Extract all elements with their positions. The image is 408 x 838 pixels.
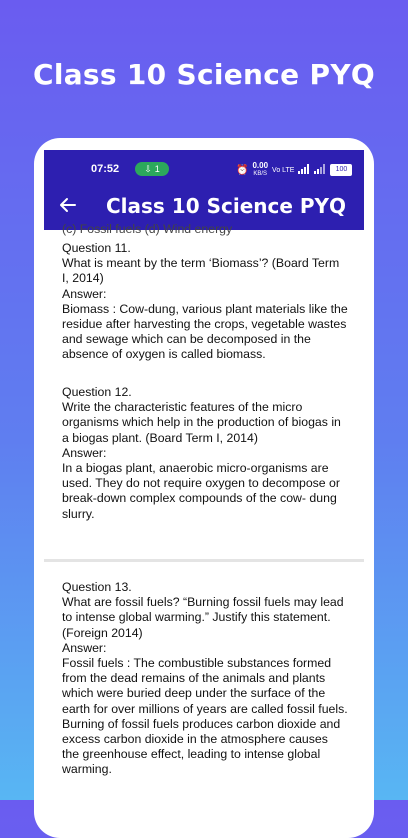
signal-icon	[298, 164, 310, 176]
volte-icon: Vo LTE	[272, 166, 295, 174]
previous-answer-fragment: (c) Fossil fuels (d) Wind energy	[62, 222, 233, 236]
back-arrow-icon[interactable]	[56, 193, 80, 217]
question-text: What are fossil fuels? “Burning fossil fuels may lead to intense global warming.” Justify this statement. (Foreign 2014)	[62, 595, 344, 640]
answer-label: Answer:	[62, 640, 107, 655]
answer-text: Biomass : Cow-dung, various plant materials like the residue after harvesting the crops, vegetable wastes and sewage which can be decomposed in the absence of oxygen is called biomass.	[62, 301, 348, 362]
answer-label: Answer:	[62, 286, 107, 301]
question-text: What is meant by the term ‘Biomass’? (Board Term I, 2014)	[62, 256, 340, 286]
battery-icon: 100	[330, 164, 352, 176]
question-card	[62, 241, 348, 363]
question-list[interactable]	[44, 222, 364, 830]
answer-text: In a biogas plant, anaerobic micro-organisms are used. They do not require oxygen to decompose or break-down complex compounds of the cow- dung slurry.	[62, 461, 340, 521]
question-number: Question 12.	[62, 385, 132, 399]
signal-icon-2	[314, 164, 326, 176]
question-number: Question 11.	[62, 241, 131, 255]
promo-title: Class 10 Science PYQ	[32, 58, 376, 91]
question-card	[62, 580, 348, 778]
question-text: Write the characteristic features of the micro organisms which help in the production of biogas in a biogas plant. (Board Term I, 2014)	[62, 400, 341, 445]
page-title: Class 10 Science PYQ	[106, 194, 347, 218]
answer-label: Answer:	[62, 445, 107, 460]
notification-count: 1	[154, 164, 160, 174]
app-screen	[44, 150, 364, 830]
question-number: Question 13.	[62, 580, 132, 594]
status-time: 07:52	[91, 163, 120, 175]
status-bar	[44, 150, 364, 188]
download-icon: ⇩	[144, 163, 152, 174]
phone-frame	[34, 138, 374, 838]
answer-text: Fossil fuels : The combustible substances formed from the dead remains of the animals and plants which were buried deep under the surface of the earth for over millions of years are called fossil fuels. Burning of fossil fuels produces carbon dioxide and excess carbon dioxide in the atmosphere causes the greenhouse effect, leading to intense global warming.	[62, 656, 348, 777]
alarm-icon: ⏰	[236, 164, 249, 176]
network-speed: 0.00 KB/S	[252, 161, 269, 177]
app-bar	[44, 150, 364, 230]
question-card	[62, 385, 348, 522]
section-divider	[44, 559, 364, 562]
status-icons	[236, 162, 352, 178]
notification-pill	[135, 162, 169, 176]
